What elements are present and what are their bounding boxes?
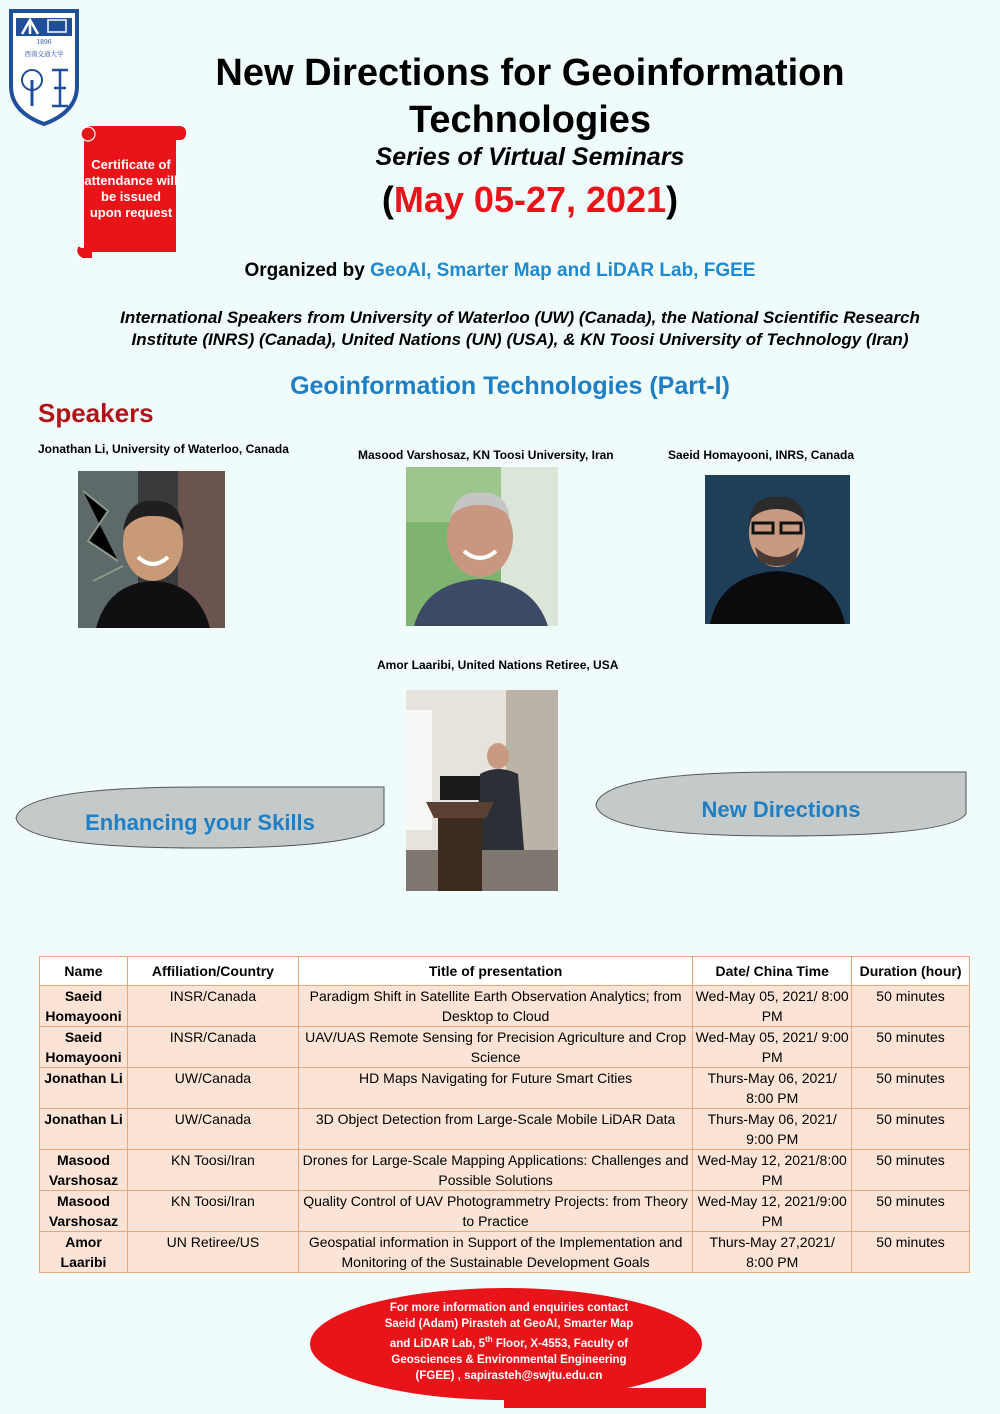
cell-duration: 50 minutes	[852, 1109, 970, 1150]
table-row	[40, 1027, 970, 1068]
speaker-caption-amor-laaribi: Amor Laaribi, United Nations Retiree, USA	[377, 658, 619, 672]
cell-title: 3D Object Detection from Large-Scale Mobile LiDAR Data	[298, 1109, 692, 1150]
speaker-caption-saeid-homayooni: Saeid Homayooni, INRS, Canada	[668, 448, 855, 462]
international-speakers-line2: Institute (INRS) (Canada), United Nations (UN) (USA), & KN Toosi University of Technology (Iran)	[131, 330, 909, 349]
new-directions-label: New Directions	[701, 797, 861, 822]
table-row	[40, 1191, 970, 1232]
cell-date: Thurs-May 27,2021/ 8:00 PM	[693, 1232, 852, 1273]
cell-name: Masood Varshosaz	[40, 1191, 128, 1232]
certificate-note: Certificate of attendance will be issued upon request	[84, 157, 178, 220]
cell-date: Wed-May 05, 2021/ 9:00 PM	[693, 1027, 852, 1068]
table-row	[40, 986, 970, 1027]
organized-by: Organized by GeoAI, Smarter Map and LiDAR Lab, FGEE	[244, 260, 756, 281]
university-logo	[8, 8, 80, 126]
page-title-line1: New Directions for Geoinformation	[215, 52, 845, 94]
cell-affiliation: UW/Canada	[127, 1068, 298, 1109]
logo-year: 1896	[36, 39, 52, 46]
cell-affiliation: UN Retiree/US	[127, 1232, 298, 1273]
cell-date: Thurs-May 06, 2021/ 9:00 PM	[693, 1109, 852, 1150]
column-header-title: Title of presentation	[298, 957, 692, 986]
cell-duration: 50 minutes	[852, 1232, 970, 1273]
cell-title: Geospatial information in Support of the Implementation and Monitoring of the Sustainable Development Goals	[298, 1232, 692, 1273]
cell-date: Wed-May 05, 2021/ 8:00 PM	[693, 986, 852, 1027]
cell-title: UAV/UAS Remote Sensing for Precision Agriculture and Crop Science	[298, 1027, 692, 1068]
cell-name: Saeid Homayooni	[40, 1027, 128, 1068]
contact-info: For more information and enquiries contact Saeid (Adam) Pirasteh at GeoAI, Smarter Map and LiDAR Lab, 5th Floor, X-4553, Faculty of Geosciences & Environmental Engineering (FGEE) , sapirasteh@swjtu.edu.cn	[384, 1302, 634, 1382]
page-subtitle: Series of Virtual Seminars	[375, 143, 685, 171]
cell-name: Masood Varshosaz	[40, 1150, 128, 1191]
page-title-line2: Technologies	[408, 99, 652, 141]
speaker-photo-masood-varshosaz	[406, 467, 558, 626]
cell-title: Quality Control of UAV Photogrammetry Projects: from Theory to Practice	[298, 1191, 692, 1232]
table-row	[40, 1232, 970, 1273]
speaker-photo-saeid-homayooni	[705, 475, 850, 624]
cell-date: Wed-May 12, 2021/8:00 PM	[693, 1150, 852, 1191]
cell-duration: 50 minutes	[852, 1150, 970, 1191]
table-row	[40, 1068, 970, 1109]
cell-duration: 50 minutes	[852, 1068, 970, 1109]
logo-chinese-name: 西南交通大学	[24, 50, 64, 58]
column-header-duration: Duration (hour)	[852, 957, 970, 986]
table-row	[40, 1109, 970, 1150]
cell-duration: 50 minutes	[852, 986, 970, 1027]
column-header-affiliation: Affiliation/Country	[127, 957, 298, 986]
table-row	[40, 1150, 970, 1191]
speaker-photo-amor-laaribi	[406, 690, 558, 891]
schedule-table	[39, 956, 970, 1273]
cell-affiliation: INSR/Canada	[127, 1027, 298, 1068]
cell-affiliation: UW/Canada	[127, 1109, 298, 1150]
cell-title: Drones for Large-Scale Mapping Applications: Challenges and Possible Solutions	[298, 1150, 692, 1191]
cell-duration: 50 minutes	[852, 1191, 970, 1232]
cell-title: HD Maps Navigating for Future Smart Cities	[298, 1068, 692, 1109]
seminar-dates: (May 05-27, 2021)	[381, 179, 679, 220]
cell-date: Thurs-May 06, 2021/ 8:00 PM	[693, 1068, 852, 1109]
speaker-caption-masood-varshosaz: Masood Varshosaz, KN Toosi University, Iran	[358, 448, 614, 462]
cell-name: Jonathan Li	[40, 1109, 128, 1150]
international-speakers-line1: International Speakers from University of Waterloo (UW) (Canada), the National Scientific Research	[120, 308, 920, 327]
column-header-date: Date/ China Time	[693, 957, 852, 986]
cell-duration: 50 minutes	[852, 1027, 970, 1068]
cell-affiliation: KN Toosi/Iran	[127, 1150, 298, 1191]
cell-name: Jonathan Li	[40, 1068, 128, 1109]
cell-date: Wed-May 12, 2021/9:00 PM	[693, 1191, 852, 1232]
cell-name: Amor Laaribi	[40, 1232, 128, 1273]
speakers-heading: Speakers	[38, 398, 154, 428]
enhancing-skills-label: Enhancing your Skills	[85, 810, 315, 835]
table-header-row	[40, 957, 970, 986]
column-header-name: Name	[40, 957, 128, 986]
speaker-photo-jonathan-li	[78, 471, 225, 628]
cell-name: Saeid Homayooni	[40, 986, 128, 1027]
speaker-caption-jonathan-li: Jonathan Li, University of Waterloo, Canada	[38, 442, 289, 456]
cell-title: Paradigm Shift in Satellite Earth Observation Analytics; from Desktop to Cloud	[298, 986, 692, 1027]
cell-affiliation: INSR/Canada	[127, 986, 298, 1027]
cell-affiliation: KN Toosi/Iran	[127, 1191, 298, 1232]
part-title: Geoinformation Technologies (Part-I)	[290, 372, 730, 400]
